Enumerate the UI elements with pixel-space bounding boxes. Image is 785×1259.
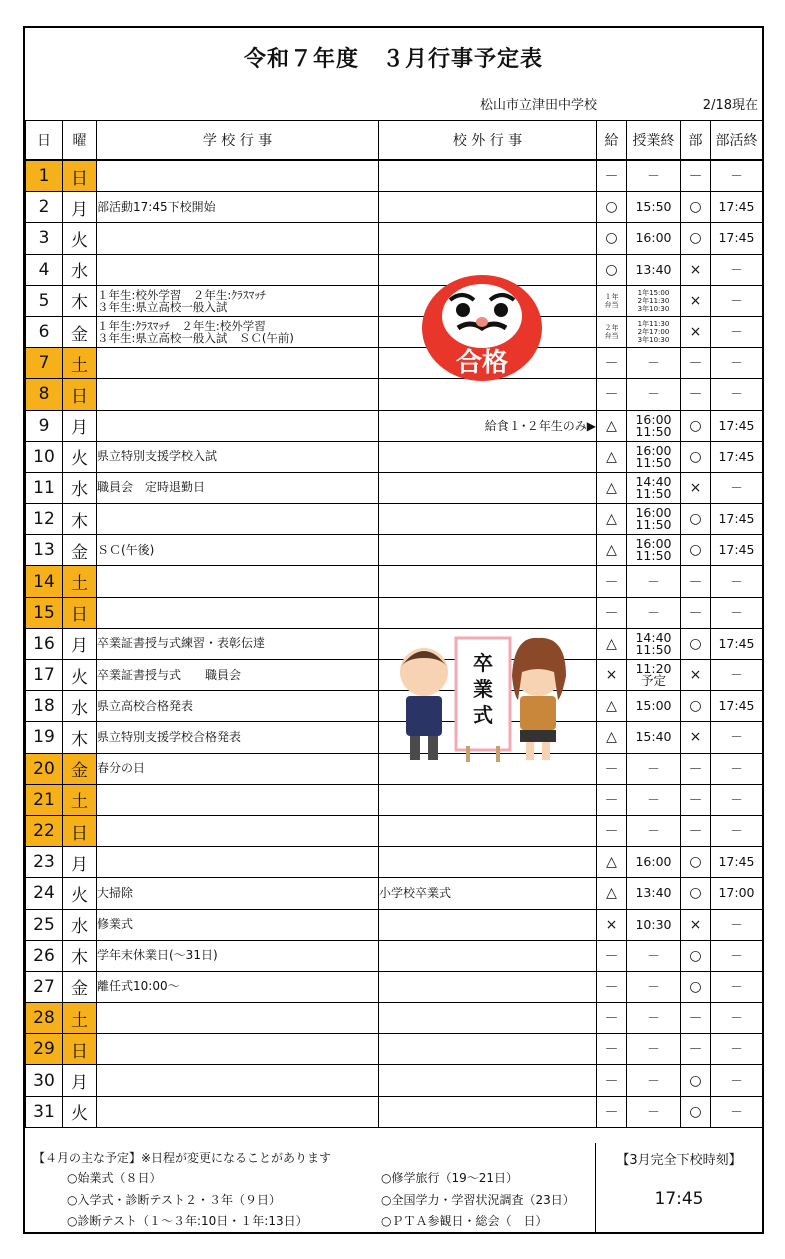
weekday-cell: 日: [63, 1034, 97, 1065]
table-row: [26, 410, 763, 441]
table-row: [26, 847, 763, 878]
table-row: [26, 441, 763, 472]
table-row: [26, 909, 763, 940]
school-event-cell: [97, 1003, 379, 1034]
weekday-cell: 月: [63, 847, 97, 878]
club-end-cell: －: [711, 722, 763, 753]
table-row: [26, 254, 763, 285]
club-end-cell: －: [711, 316, 763, 347]
club-cell: －: [681, 753, 711, 784]
school-name: 松山市立津田中学校: [480, 98, 598, 113]
weekday-cell: 水: [63, 254, 97, 285]
class-end-cell: 15:50: [627, 192, 681, 223]
class-end-cell: 14:40 11:50: [627, 628, 681, 659]
school-event-cell: [97, 254, 379, 285]
april-title: 【４月の主な予定】※日程が変更になることがあります: [33, 1151, 332, 1165]
club-end-cell: －: [711, 1096, 763, 1127]
outside-event-cell: 給食１･２年生のみ▶: [379, 410, 597, 441]
day-cell: 14: [26, 566, 63, 597]
day-cell: 16: [26, 628, 63, 659]
school-event-cell: [97, 597, 379, 628]
dismissal-box: [596, 1143, 762, 1232]
header-row: [26, 121, 763, 161]
school-event-cell: [97, 847, 379, 878]
weekday-cell: 金: [63, 535, 97, 566]
weekday-cell: 土: [63, 348, 97, 379]
class-end-cell: 15:40: [627, 722, 681, 753]
day-cell: 13: [26, 535, 63, 566]
lunch-cell: －: [597, 348, 627, 379]
club-cell: －: [681, 348, 711, 379]
outside-event-cell: [379, 1003, 597, 1034]
outside-event-cell: [379, 535, 597, 566]
day-cell: 3: [26, 223, 63, 254]
outside-event-cell: [379, 566, 597, 597]
class-end-cell: 16:00 11:50: [627, 535, 681, 566]
class-end-cell: 15:00: [627, 691, 681, 722]
lunch-cell: －: [597, 1034, 627, 1065]
col-lunch: 給: [597, 121, 627, 161]
club-end-cell: －: [711, 379, 763, 410]
class-end-cell: 13:40: [627, 254, 681, 285]
day-cell: 11: [26, 472, 63, 503]
club-end-cell: －: [711, 348, 763, 379]
dismissal-title: 【3月完全下校時刻】: [616, 1153, 742, 1168]
lunch-cell: △: [597, 878, 627, 909]
table-row: [26, 971, 763, 1002]
school-event-cell: １年生:校外学習 ２年生:ｸﾗｽﾏｯﾁ ３年生:県立高校一般入試: [97, 285, 379, 316]
weekday-cell: 日: [63, 379, 97, 410]
day-cell: 24: [26, 878, 63, 909]
lunch-cell: １年 弁当: [597, 285, 627, 316]
table-row: [26, 379, 763, 410]
weekday-cell: 月: [63, 410, 97, 441]
col-class-end: 授業終: [627, 121, 681, 161]
club-end-cell: 17:45: [711, 223, 763, 254]
day-cell: 6: [26, 316, 63, 347]
outside-event-cell: [379, 940, 597, 971]
club-cell: ○: [681, 878, 711, 909]
school-event-cell: 県立特別支援学校入試: [97, 441, 379, 472]
outside-event-cell: [379, 504, 597, 535]
school-event-cell: [97, 1096, 379, 1127]
day-cell: 22: [26, 815, 63, 846]
weekday-cell: 水: [63, 691, 97, 722]
school-event-cell: 卒業証書授与式練習・表彰伝達: [97, 628, 379, 659]
outside-event-cell: [379, 192, 597, 223]
school-event-cell: 離任式10:00～: [97, 971, 379, 1002]
school-event-cell: 県立高校合格発表: [97, 691, 379, 722]
table-row: [26, 597, 763, 628]
club-cell: －: [681, 379, 711, 410]
club-cell: ○: [681, 192, 711, 223]
club-cell: －: [681, 784, 711, 815]
club-cell: ×: [681, 660, 711, 691]
class-end-cell: －: [627, 940, 681, 971]
club-end-cell: 17:45: [711, 691, 763, 722]
day-cell: 12: [26, 504, 63, 535]
table-row: [26, 1065, 763, 1096]
lunch-cell: ２年 弁当: [597, 316, 627, 347]
school-event-cell: 春分の日: [97, 753, 379, 784]
weekday-cell: 木: [63, 940, 97, 971]
club-cell: ×: [681, 285, 711, 316]
weekday-cell: 水: [63, 472, 97, 503]
day-cell: 30: [26, 1065, 63, 1096]
school-event-cell: [97, 379, 379, 410]
lunch-cell: ×: [597, 909, 627, 940]
april-item: ○ＰＴＡ参観日・総会（ 日）: [381, 1214, 548, 1228]
col-weekday: 曜: [63, 121, 97, 161]
outside-event-cell: [379, 847, 597, 878]
col-school-events: 学 校 行 事: [97, 121, 379, 161]
april-schedule: [25, 1143, 596, 1232]
table-row: [26, 1096, 763, 1127]
lunch-cell: －: [597, 566, 627, 597]
class-end-cell: 13:40: [627, 878, 681, 909]
lunch-cell: ○: [597, 254, 627, 285]
school-event-cell: [97, 815, 379, 846]
school-event-cell: [97, 223, 379, 254]
weekday-cell: 木: [63, 285, 97, 316]
club-end-cell: 17:45: [711, 410, 763, 441]
col-club-end: 部活終: [711, 121, 763, 161]
weekday-cell: 土: [63, 566, 97, 597]
lunch-cell: △: [597, 628, 627, 659]
class-end-cell: －: [627, 597, 681, 628]
club-cell: ×: [681, 909, 711, 940]
class-end-cell: 11:20 予定: [627, 660, 681, 691]
school-event-cell: 部活動17:45下校開始: [97, 192, 379, 223]
day-cell: 19: [26, 722, 63, 753]
outside-event-cell: 小学校卒業式: [379, 878, 597, 909]
club-cell: ○: [681, 1065, 711, 1096]
table-row: [26, 472, 763, 503]
club-end-cell: 17:45: [711, 535, 763, 566]
lunch-cell: －: [597, 379, 627, 410]
outside-event-cell: [379, 909, 597, 940]
class-end-cell: －: [627, 753, 681, 784]
club-cell: ○: [681, 971, 711, 1002]
club-cell: ×: [681, 472, 711, 503]
club-end-cell: －: [711, 815, 763, 846]
club-cell: ○: [681, 410, 711, 441]
club-end-cell: －: [711, 940, 763, 971]
school-event-cell: [97, 566, 379, 597]
lunch-cell: －: [597, 597, 627, 628]
day-cell: 1: [26, 160, 63, 192]
outside-event-cell: [379, 160, 597, 192]
class-end-cell: －: [627, 784, 681, 815]
school-event-cell: [97, 410, 379, 441]
club-end-cell: 17:00: [711, 878, 763, 909]
dismissal-time: 17:45: [654, 1189, 704, 1209]
weekday-cell: 土: [63, 784, 97, 815]
club-end-cell: －: [711, 1065, 763, 1096]
day-cell: 25: [26, 909, 63, 940]
club-end-cell: －: [711, 1003, 763, 1034]
april-item: ○全国学力・学習状況調査（23日）: [381, 1193, 575, 1207]
club-cell: －: [681, 1034, 711, 1065]
school-event-cell: [97, 160, 379, 192]
day-cell: 9: [26, 410, 63, 441]
outside-event-cell: [379, 784, 597, 815]
club-end-cell: －: [711, 909, 763, 940]
class-end-cell: 16:00: [627, 847, 681, 878]
club-end-cell: －: [711, 285, 763, 316]
school-event-cell: [97, 1065, 379, 1096]
lunch-cell: －: [597, 784, 627, 815]
weekday-cell: 火: [63, 441, 97, 472]
weekday-cell: 金: [63, 971, 97, 1002]
schedule-sheet: [23, 26, 764, 1234]
class-end-cell: 16:00 11:50: [627, 504, 681, 535]
club-cell: ×: [681, 722, 711, 753]
page-title: 令和７年度 ３月行事予定表: [243, 47, 543, 72]
outside-event-cell: [379, 1034, 597, 1065]
weekday-cell: 日: [63, 815, 97, 846]
lunch-cell: －: [597, 1096, 627, 1127]
club-end-cell: －: [711, 660, 763, 691]
table-row: [26, 316, 763, 347]
weekday-cell: 火: [63, 1096, 97, 1127]
day-cell: 10: [26, 441, 63, 472]
club-cell: ○: [681, 504, 711, 535]
lunch-cell: △: [597, 847, 627, 878]
club-end-cell: －: [711, 254, 763, 285]
school-event-cell: 学年末休業日(～31日): [97, 940, 379, 971]
class-end-cell: 14:40 11:50: [627, 472, 681, 503]
day-cell: 2: [26, 192, 63, 223]
weekday-cell: 月: [63, 192, 97, 223]
weekday-cell: 日: [63, 597, 97, 628]
class-end-cell: －: [627, 815, 681, 846]
school-event-cell: 修業式: [97, 909, 379, 940]
lunch-cell: △: [597, 472, 627, 503]
lunch-cell: △: [597, 535, 627, 566]
class-end-cell: －: [627, 160, 681, 192]
outside-event-cell: [379, 1065, 597, 1096]
class-end-cell: 16:00 11:50: [627, 441, 681, 472]
table-row: [26, 940, 763, 971]
table-row: [26, 348, 763, 379]
day-cell: 4: [26, 254, 63, 285]
april-item: ○始業式（８日）: [67, 1171, 162, 1185]
lunch-cell: ○: [597, 223, 627, 254]
weekday-cell: 木: [63, 722, 97, 753]
lunch-cell: －: [597, 940, 627, 971]
april-item: ○修学旅行（19～21日）: [381, 1171, 519, 1185]
april-item: ○診断テスト（１～３年:10日・１年:13日）: [67, 1214, 308, 1228]
weekday-cell: 月: [63, 1065, 97, 1096]
outside-event-cell: [379, 971, 597, 1002]
weekday-cell: 木: [63, 504, 97, 535]
club-cell: －: [681, 160, 711, 192]
club-cell: ○: [681, 535, 711, 566]
weekday-cell: 火: [63, 223, 97, 254]
lunch-cell: △: [597, 410, 627, 441]
class-end-cell: 1年15:00 2年11:30 3年10:30: [627, 285, 681, 316]
class-end-cell: －: [627, 971, 681, 1002]
class-end-cell: 16:00: [627, 223, 681, 254]
as-of-date: 2/18現在: [702, 98, 758, 113]
class-end-cell: 10:30: [627, 909, 681, 940]
school-event-cell: [97, 1034, 379, 1065]
club-cell: ○: [681, 847, 711, 878]
class-end-cell: －: [627, 566, 681, 597]
class-end-cell: 16:00 11:50: [627, 410, 681, 441]
graduation-text: 卒業式: [473, 651, 493, 727]
club-cell: －: [681, 1003, 711, 1034]
school-event-cell: 県立特別支援学校合格発表: [97, 722, 379, 753]
club-end-cell: －: [711, 971, 763, 1002]
lunch-cell: △: [597, 691, 627, 722]
table-row: [26, 1003, 763, 1034]
day-cell: 8: [26, 379, 63, 410]
club-end-cell: 17:45: [711, 192, 763, 223]
class-end-cell: －: [627, 1034, 681, 1065]
lunch-cell: △: [597, 441, 627, 472]
class-end-cell: －: [627, 1065, 681, 1096]
day-cell: 31: [26, 1096, 63, 1127]
table-row: [26, 223, 763, 254]
lunch-cell: △: [597, 722, 627, 753]
club-cell: ○: [681, 1096, 711, 1127]
outside-event-cell: [379, 1096, 597, 1127]
school-event-cell: [97, 784, 379, 815]
club-end-cell: －: [711, 160, 763, 192]
weekday-cell: 火: [63, 878, 97, 909]
outside-event-cell: [379, 597, 597, 628]
day-cell: 23: [26, 847, 63, 878]
col-club: 部: [681, 121, 711, 161]
weekday-cell: 月: [63, 628, 97, 659]
club-end-cell: 17:45: [711, 847, 763, 878]
table-row: [26, 1034, 763, 1065]
day-cell: 15: [26, 597, 63, 628]
lunch-cell: －: [597, 1065, 627, 1096]
table-row: [26, 815, 763, 846]
lunch-cell: －: [597, 753, 627, 784]
club-cell: ○: [681, 691, 711, 722]
day-cell: 21: [26, 784, 63, 815]
club-end-cell: －: [711, 566, 763, 597]
table-row: [26, 160, 763, 192]
club-cell: －: [681, 566, 711, 597]
class-end-cell: －: [627, 1096, 681, 1127]
club-cell: ○: [681, 940, 711, 971]
school-event-cell: [97, 504, 379, 535]
table-row: [26, 285, 763, 316]
club-cell: ×: [681, 316, 711, 347]
club-end-cell: －: [711, 472, 763, 503]
outside-event-cell: [379, 223, 597, 254]
club-cell: ○: [681, 441, 711, 472]
club-cell: ○: [681, 628, 711, 659]
day-cell: 17: [26, 660, 63, 691]
school-event-cell: １年生:ｸﾗｽﾏｯﾁ ２年生:校外学習 ３年生:県立高校一般入試 ＳＣ(午前): [97, 316, 379, 347]
school-event-cell: ＳＣ(午後): [97, 535, 379, 566]
day-cell: 26: [26, 940, 63, 971]
table-row: [26, 784, 763, 815]
weekday-cell: 水: [63, 909, 97, 940]
footer: [25, 1143, 762, 1232]
weekday-cell: 金: [63, 753, 97, 784]
table-row: [26, 192, 763, 223]
table-row: [26, 535, 763, 566]
day-cell: 29: [26, 1034, 63, 1065]
class-end-cell: －: [627, 1003, 681, 1034]
weekday-cell: 日: [63, 160, 97, 192]
lunch-cell: △: [597, 504, 627, 535]
lunch-cell: －: [597, 160, 627, 192]
outside-event-cell: [379, 441, 597, 472]
club-cell: ○: [681, 223, 711, 254]
club-end-cell: 17:45: [711, 504, 763, 535]
club-end-cell: 17:45: [711, 628, 763, 659]
outside-event-cell: [379, 379, 597, 410]
day-cell: 18: [26, 691, 63, 722]
lunch-cell: －: [597, 971, 627, 1002]
table-row: [26, 566, 763, 597]
col-outside-events: 校 外 行 事: [379, 121, 597, 161]
daruma-text: 合格: [455, 348, 508, 378]
lunch-cell: ○: [597, 192, 627, 223]
day-cell: 28: [26, 1003, 63, 1034]
club-end-cell: －: [711, 597, 763, 628]
table-row: [26, 878, 763, 909]
class-end-cell: －: [627, 379, 681, 410]
school-event-cell: 大掃除: [97, 878, 379, 909]
weekday-cell: 土: [63, 1003, 97, 1034]
col-day: 日: [26, 121, 63, 161]
schedule-table: [25, 120, 763, 1128]
outside-event-cell: [379, 815, 597, 846]
day-cell: 7: [26, 348, 63, 379]
lunch-cell: ×: [597, 660, 627, 691]
weekday-cell: 火: [63, 660, 97, 691]
club-cell: －: [681, 597, 711, 628]
club-end-cell: 17:45: [711, 441, 763, 472]
class-end-cell: －: [627, 348, 681, 379]
school-event-cell: [97, 348, 379, 379]
graduation-students-icon: [388, 636, 576, 764]
day-cell: 27: [26, 971, 63, 1002]
school-event-cell: 職員会 定時退勤日: [97, 472, 379, 503]
club-end-cell: －: [711, 753, 763, 784]
table-row: [26, 504, 763, 535]
lunch-cell: －: [597, 1003, 627, 1034]
lunch-cell: －: [597, 815, 627, 846]
club-end-cell: －: [711, 1034, 763, 1065]
outside-event-cell: [379, 472, 597, 503]
club-cell: －: [681, 815, 711, 846]
club-cell: ×: [681, 254, 711, 285]
daruma-icon: [418, 270, 546, 382]
april-item: ○入学式・診断テスト２・３年（９日）: [67, 1193, 281, 1207]
day-cell: 20: [26, 753, 63, 784]
weekday-cell: 金: [63, 316, 97, 347]
class-end-cell: 1年11:30 2年17:00 3年10:30: [627, 316, 681, 347]
day-cell: 5: [26, 285, 63, 316]
club-end-cell: －: [711, 784, 763, 815]
school-event-cell: 卒業証書授与式 職員会: [97, 660, 379, 691]
